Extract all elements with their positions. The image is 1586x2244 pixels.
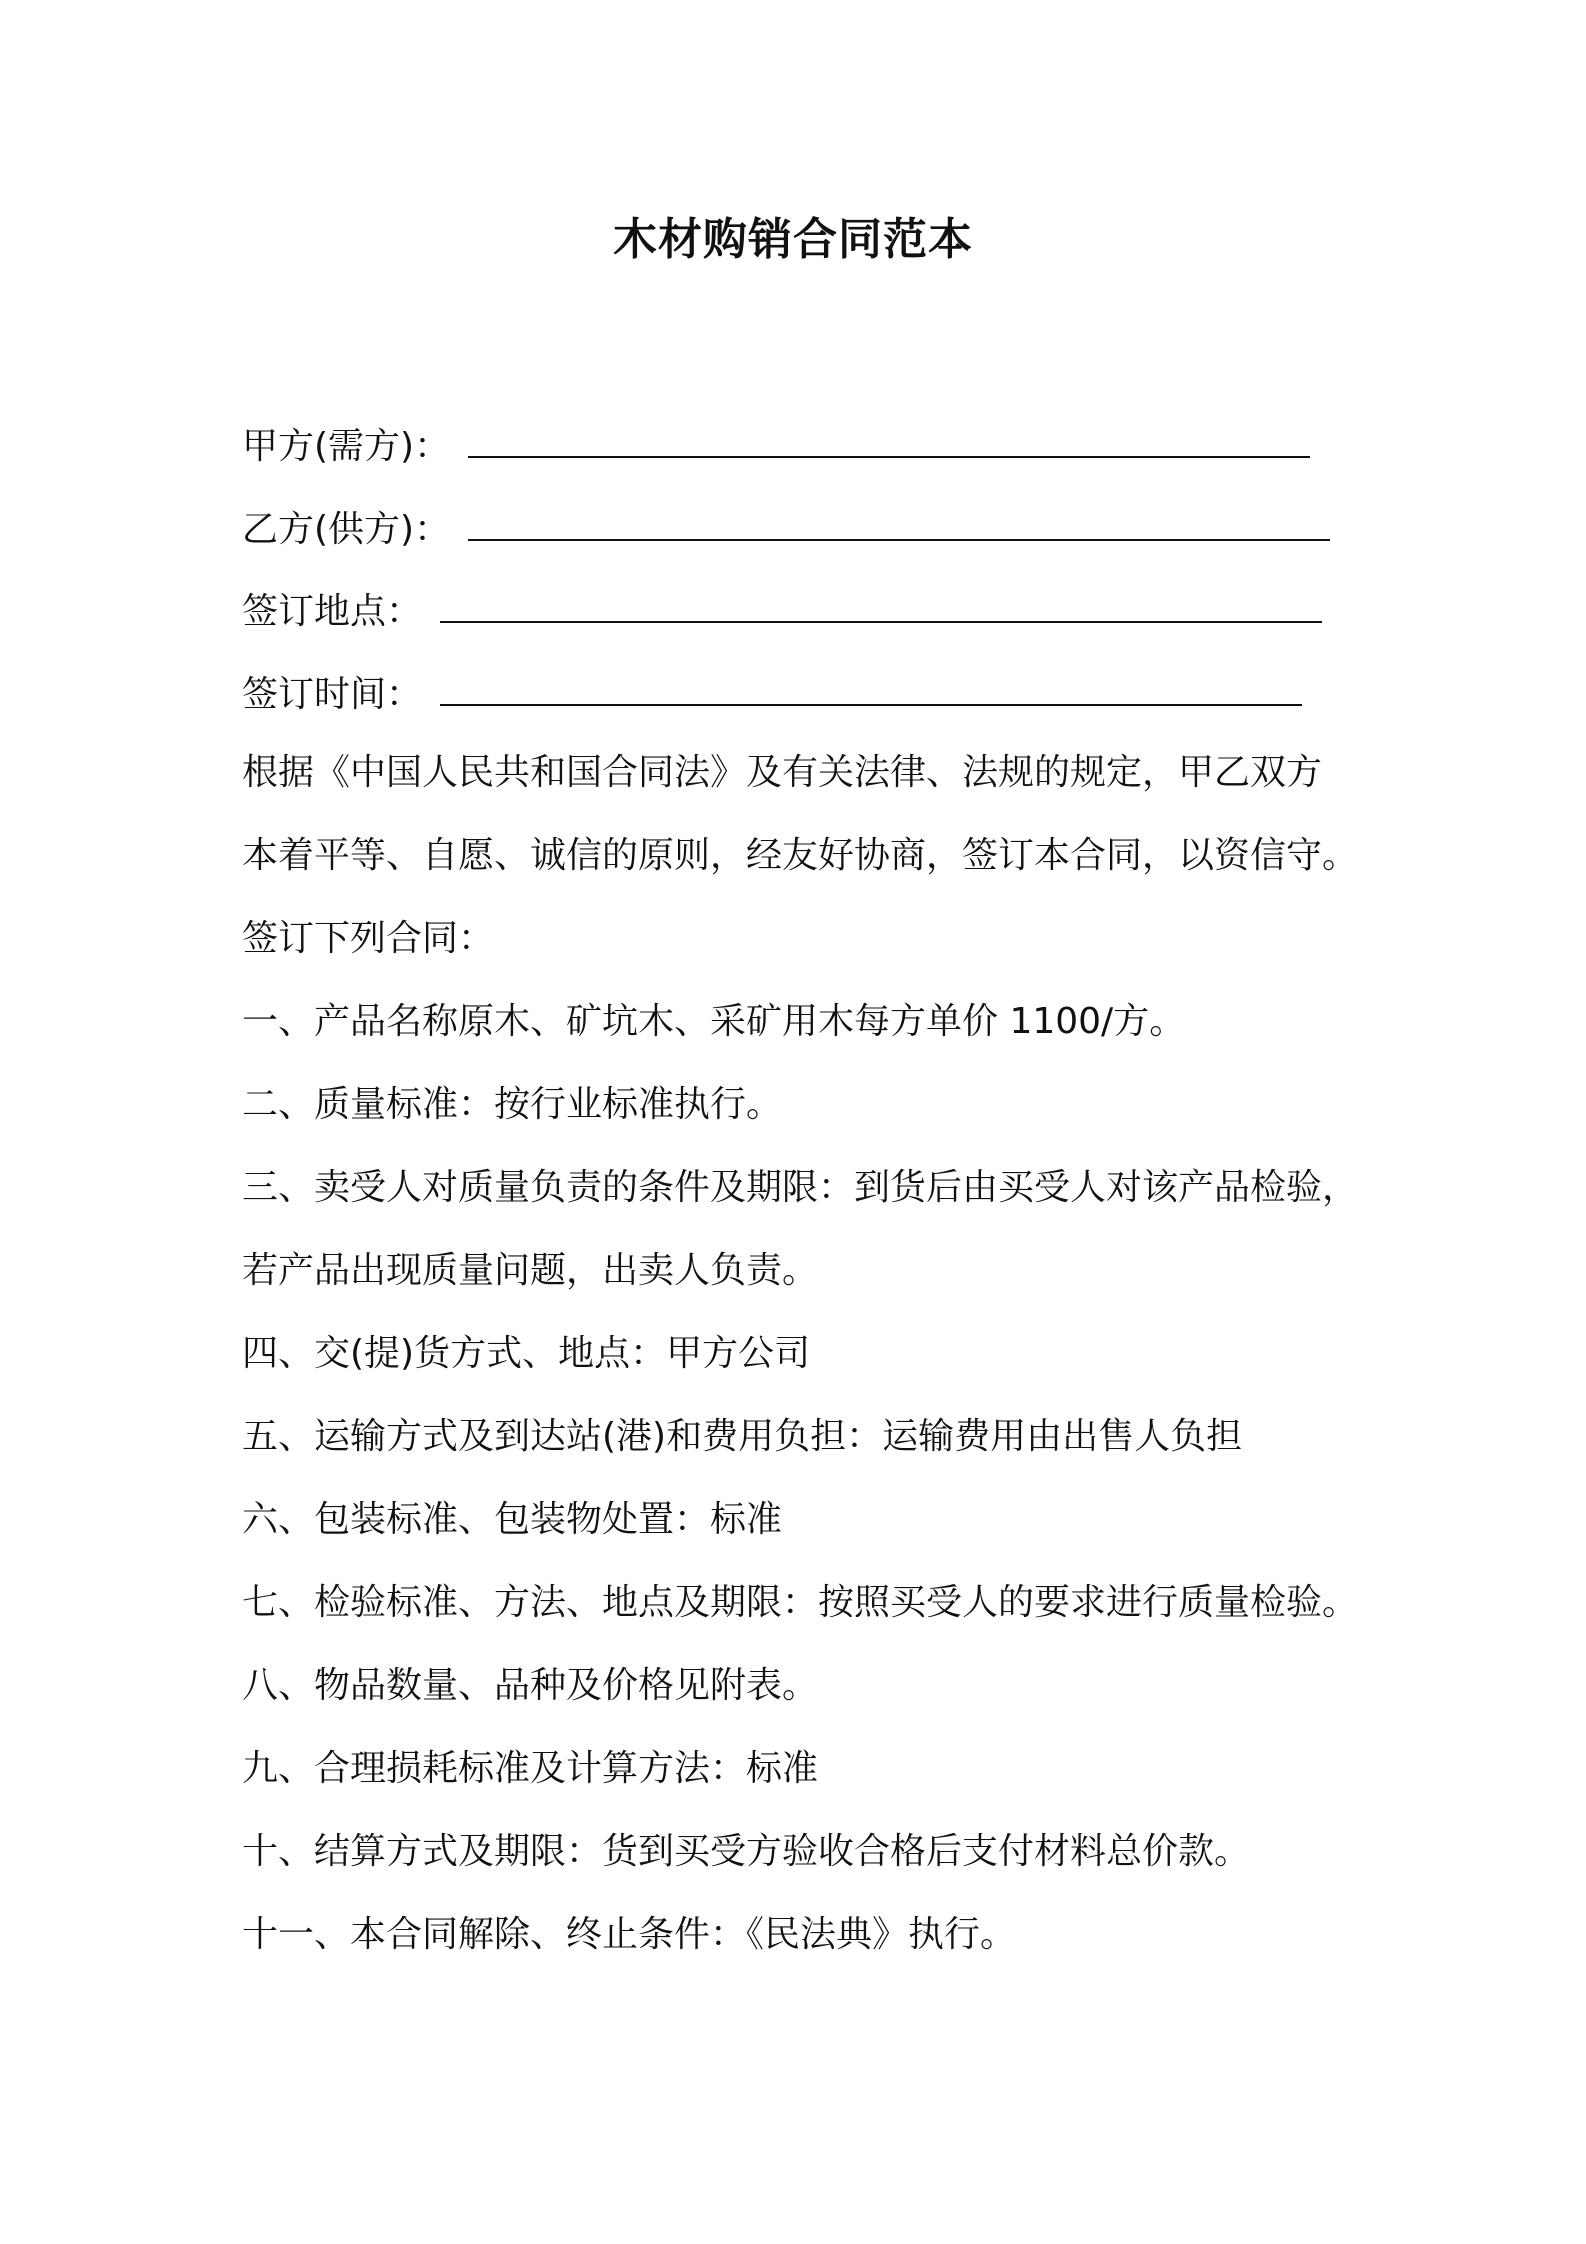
clause-line: 七、检验标准、方法、地点及期限：按照买受人的要求进行质量检验。 (242, 1582, 1359, 1623)
clause-line: 一、产品名称原木、矿坑木、采矿用木每方单价 1100/方。 (242, 1001, 1186, 1042)
party-b-label: 乙方(供方)： (242, 509, 451, 550)
document-title: 木材购销合同范本 (613, 214, 973, 265)
preamble-line: 根据《中国人民共和国合同法》及有关法律、法规的规定，甲乙双方 (242, 752, 1323, 793)
clause-line: 三、卖受人对质量负责的条件及期限：到货后由买受人对该产品检验， (242, 1167, 1359, 1208)
signing-time-field (242, 670, 1302, 720)
clause-line: 九、合理损耗标准及计算方法：标准 (242, 1748, 819, 1789)
signing-time-blank[interactable] (440, 670, 1302, 706)
preamble-line: 本着平等、自愿、诚信的原则，经友好协商，签订本合同，以资信守。 (242, 835, 1359, 876)
clause-line: 八、物品数量、品种及价格见附表。 (242, 1665, 819, 1706)
signing-place-field (242, 587, 1322, 637)
signing-place-label: 签订地点： (242, 591, 423, 632)
party-a-field (242, 422, 1310, 472)
clause-line: 十、结算方式及期限：货到买受方验收合格后支付材料总价款。 (242, 1831, 1251, 1872)
signing-place-blank[interactable] (440, 587, 1322, 623)
party-b-field (242, 505, 1330, 555)
clause-line: 若产品出现质量问题，出卖人负责。 (242, 1250, 819, 1291)
party-a-blank[interactable] (468, 422, 1310, 458)
clause-line: 四、交(提)货方式、地点：甲方公司 (242, 1333, 811, 1374)
clause-line: 十一、本合同解除、终止条件：《民法典》执行。 (242, 1914, 1017, 1955)
clause-line: 五、运输方式及到达站(港)和费用负担：运输费用由出售人负担 (242, 1416, 1243, 1457)
preamble-line: 签订下列合同： (242, 918, 495, 959)
clause-line: 六、包装标准、包装物处置：标准 (242, 1499, 783, 1540)
party-a-label: 甲方(需方)： (242, 426, 451, 467)
party-b-blank[interactable] (468, 505, 1330, 541)
clause-line: 二、质量标准：按行业标准执行。 (242, 1084, 783, 1125)
signing-time-label: 签订时间： (242, 674, 423, 715)
